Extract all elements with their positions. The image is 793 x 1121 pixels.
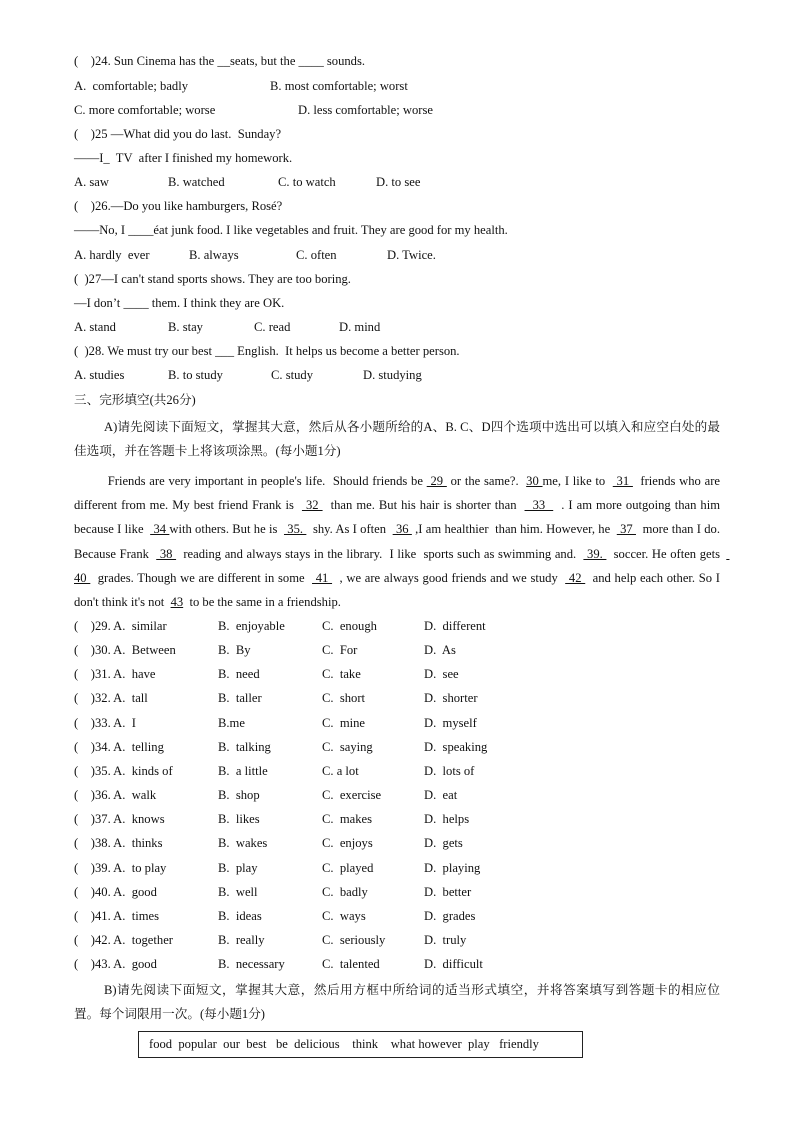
passage-text: or the same?. xyxy=(446,474,527,488)
cloze-question-number: ( )39. A. to play xyxy=(74,860,167,875)
cloze-option: C. ways xyxy=(322,908,366,923)
option: D. less comfortable; worse xyxy=(298,103,433,117)
option: C. more comfortable; worse xyxy=(74,103,216,117)
cloze-option: C. makes xyxy=(322,812,373,827)
cloze-option: C. a lot xyxy=(322,763,359,778)
cloze-question-row xyxy=(74,690,774,706)
option: C. read xyxy=(254,320,291,334)
cloze-option: B. play xyxy=(218,860,258,875)
cloze-option: D. grades xyxy=(424,908,476,923)
option: D. mind xyxy=(339,320,381,334)
blank-number: 31 xyxy=(612,474,633,488)
part-b-instructions-text: B)请先阅读下面短文，掌握其大意，然后用方框中所给词的适当形式填空，并将答案填写到答题卡的相应位置。每个词限用一次。(每小题1分) xyxy=(74,983,720,1022)
question-26: ( )26.—Do you like hamburgers, Rosé? xyxy=(74,199,283,213)
cloze-option: D. truly xyxy=(424,932,467,947)
blank-number: 33 xyxy=(524,498,554,513)
cloze-option: B. likes xyxy=(218,812,260,827)
question-25: ( )25 —What did you do last. Sunday? xyxy=(74,127,282,141)
cloze-option: D. difficult xyxy=(424,957,483,972)
question-27: ( )27—I can't stand sports shows. They are too boring. xyxy=(74,272,351,286)
passage-text: , we are always good friends and we study xyxy=(332,570,566,585)
cloze-question-number: ( )35. A. kinds of xyxy=(74,763,173,778)
options-28 xyxy=(74,367,774,383)
cloze-question-number: ( )41. A. times xyxy=(74,908,160,923)
option: C. to watch xyxy=(278,175,336,189)
cloze-question-row xyxy=(74,787,774,803)
option: C. often xyxy=(296,248,337,262)
blank-number: 41 xyxy=(312,570,333,585)
cloze-question-row xyxy=(74,884,774,900)
cloze-question-number: ( )36. A. walk xyxy=(74,788,157,803)
cloze-option: C. enough xyxy=(322,619,377,633)
cloze-option: B. shop xyxy=(218,788,260,803)
blank-number: 39. xyxy=(583,546,607,561)
blank-number: 37 xyxy=(616,522,636,537)
blank-number: 42 xyxy=(565,570,586,585)
cloze-option: B. wakes xyxy=(218,836,268,851)
cloze-option: D. see xyxy=(424,667,459,682)
cloze-option: B.me xyxy=(218,715,245,730)
cloze-option: B. taller xyxy=(218,691,262,706)
cloze-option: C. talented xyxy=(322,957,380,972)
passage-text: than me. But his hair is shorter than xyxy=(322,498,525,513)
cloze-question-row xyxy=(74,739,774,755)
cloze-passage xyxy=(74,469,730,614)
cloze-question-row xyxy=(74,763,774,779)
cloze-option: C. For xyxy=(322,643,358,658)
cloze-question-number: ( )37. A. knows xyxy=(74,812,165,827)
passage-text: more than I do. Because Frank xyxy=(74,522,724,561)
cloze-question-row xyxy=(74,860,774,876)
cloze-question-row xyxy=(74,715,774,731)
cloze-option: D. playing xyxy=(424,860,481,875)
cloze-option: C. exercise xyxy=(322,788,382,803)
cloze-option: C. mine xyxy=(322,715,366,730)
option: A. studies xyxy=(74,368,125,382)
cloze-option: D. shorter xyxy=(424,691,478,706)
question-28: ( )28. We must try our best ___ English. It helps us become a better person. xyxy=(74,344,460,358)
option: D. Twice. xyxy=(387,248,436,262)
cloze-option: D. different xyxy=(424,619,486,633)
part-a-instructions xyxy=(74,415,720,463)
question-27-line2: —I don’t ____ them. I think they are OK. xyxy=(74,296,285,310)
option: A. stand xyxy=(74,320,116,334)
cloze-option: C. take xyxy=(322,667,361,682)
cloze-question-number: ( )38. A. thinks xyxy=(74,836,163,851)
cloze-option: B. ideas xyxy=(218,908,262,923)
blank-number: 32 xyxy=(301,498,323,513)
cloze-option: D. myself xyxy=(424,715,477,730)
option: D. to see xyxy=(376,175,421,189)
cloze-option: B. well xyxy=(218,884,258,899)
cloze-option: D. As xyxy=(424,643,456,658)
cloze-option: D. speaking xyxy=(424,739,488,754)
cloze-question-number: ( )43. A. good xyxy=(74,957,157,972)
cloze-question-number: ( )33. A. I xyxy=(74,715,136,730)
passage-text: . I am more outgoing than him because I like xyxy=(74,498,724,537)
cloze-option: B. necessary xyxy=(218,957,285,972)
options-27 xyxy=(74,319,774,335)
question-26-line2: ——No, I ____éat junk food. I like vegetables and fruit. They are good for my health. xyxy=(74,223,508,237)
passage-text: soccer. He often gets xyxy=(606,546,727,561)
cloze-question-number: ( )31. A. have xyxy=(74,667,156,682)
question-24: ( )24. Sun Cinema has the __seats, but the ____ sounds. xyxy=(74,54,366,68)
passage-text: reading and always stays in the library. I like sports such as swimming and. xyxy=(176,546,584,561)
blank-number: 35. xyxy=(283,522,307,537)
cloze-question-row xyxy=(74,811,774,827)
passage-text: grades. Though we are different in some xyxy=(90,570,313,585)
cloze-option: C. short xyxy=(322,691,366,706)
options-24 xyxy=(74,78,774,94)
cloze-option: B. a little xyxy=(218,763,268,778)
cloze-question-row xyxy=(74,618,774,634)
options-26 xyxy=(74,247,774,263)
cloze-question-number: ( )42. A. together xyxy=(74,932,173,947)
cloze-option: C. seriously xyxy=(322,932,386,947)
question-25-line2: ——I_ TV after I finished my homework. xyxy=(74,151,293,165)
cloze-question-number: ( )30. A. Between xyxy=(74,643,176,658)
passage-text: ,I am healthier than him. However, he xyxy=(411,522,617,537)
blank-number: 43 xyxy=(170,595,184,610)
blank-number: 34 xyxy=(150,522,170,537)
cloze-question-number: ( )40. A. good xyxy=(74,884,157,899)
cloze-question-row xyxy=(74,666,774,682)
option: D. studying xyxy=(363,368,422,382)
option: A. hardly ever xyxy=(74,248,150,262)
part-a-instructions-text: A)请先阅读下面短文，掌握其大意，然后从各小题所给的A、B. C、D四个选项中选出可以填入和应空白处的最佳选项，并在答题卡上将该项涂黑。(每小题1分) xyxy=(74,420,720,459)
cloze-question-row xyxy=(74,932,774,948)
cloze-option: B. really xyxy=(218,932,265,947)
passage-text: friends who are different from me. My best friend Frank is xyxy=(74,474,724,513)
cloze-question-number: ( )34. A. telling xyxy=(74,739,164,754)
passage-text: Friends are very important in people's life. Should friends be xyxy=(107,474,427,488)
cloze-option: D. helps xyxy=(424,812,470,827)
cloze-question-row xyxy=(74,642,774,658)
cloze-option: C. badly xyxy=(322,884,368,899)
option: B. most comfortable; worst xyxy=(270,79,408,93)
cloze-option: C. enjoys xyxy=(322,836,373,851)
blank-number: 38 xyxy=(156,546,177,561)
cloze-question-row xyxy=(74,908,774,924)
blank-number: 30 xyxy=(526,474,543,488)
cloze-option: D. better xyxy=(424,884,472,899)
cloze-option: B. enjoyable xyxy=(218,619,285,633)
section-title: 三、完形填空(共26分) xyxy=(74,393,196,407)
cloze-option: B. talking xyxy=(218,739,271,754)
passage-text: with others. But he is xyxy=(169,522,284,537)
option: C. study xyxy=(271,368,313,382)
word-bank-box: food popular our best be delicious think what however play friendly xyxy=(138,1031,583,1058)
options-25 xyxy=(74,174,774,190)
cloze-option: D. lots of xyxy=(424,763,475,778)
cloze-question-row xyxy=(74,956,774,972)
blank-number: 40 xyxy=(74,546,730,585)
options-24b xyxy=(74,102,774,118)
cloze-question-row xyxy=(74,835,774,851)
cloze-option: D. eat xyxy=(424,788,458,803)
cloze-option: C. saying xyxy=(322,739,373,754)
part-b-instructions xyxy=(74,978,720,1026)
cloze-question-number: ( )29. A. similar xyxy=(74,619,167,633)
cloze-question-number: ( )32. A. tall xyxy=(74,691,148,706)
cloze-option: B. By xyxy=(218,643,251,658)
passage-text: me, I like to xyxy=(542,474,613,488)
option: B. to study xyxy=(168,368,223,382)
cloze-option: D. gets xyxy=(424,836,463,851)
passage-text: to be the same in a friendship. xyxy=(183,595,341,610)
passage-text: and help each other. So I don't think it's not xyxy=(74,570,724,610)
passage-text: shy. As I often xyxy=(306,522,393,537)
cloze-option: C. played xyxy=(322,860,374,875)
blank-number: 36 xyxy=(392,522,412,537)
option: A. comfortable; badly xyxy=(74,79,189,93)
blank-number: 29 xyxy=(426,474,447,488)
option: B. watched xyxy=(168,175,225,189)
option: A. saw xyxy=(74,175,109,189)
cloze-option: B. need xyxy=(218,667,260,682)
option: B. stay xyxy=(168,320,203,334)
option: B. always xyxy=(189,248,239,262)
